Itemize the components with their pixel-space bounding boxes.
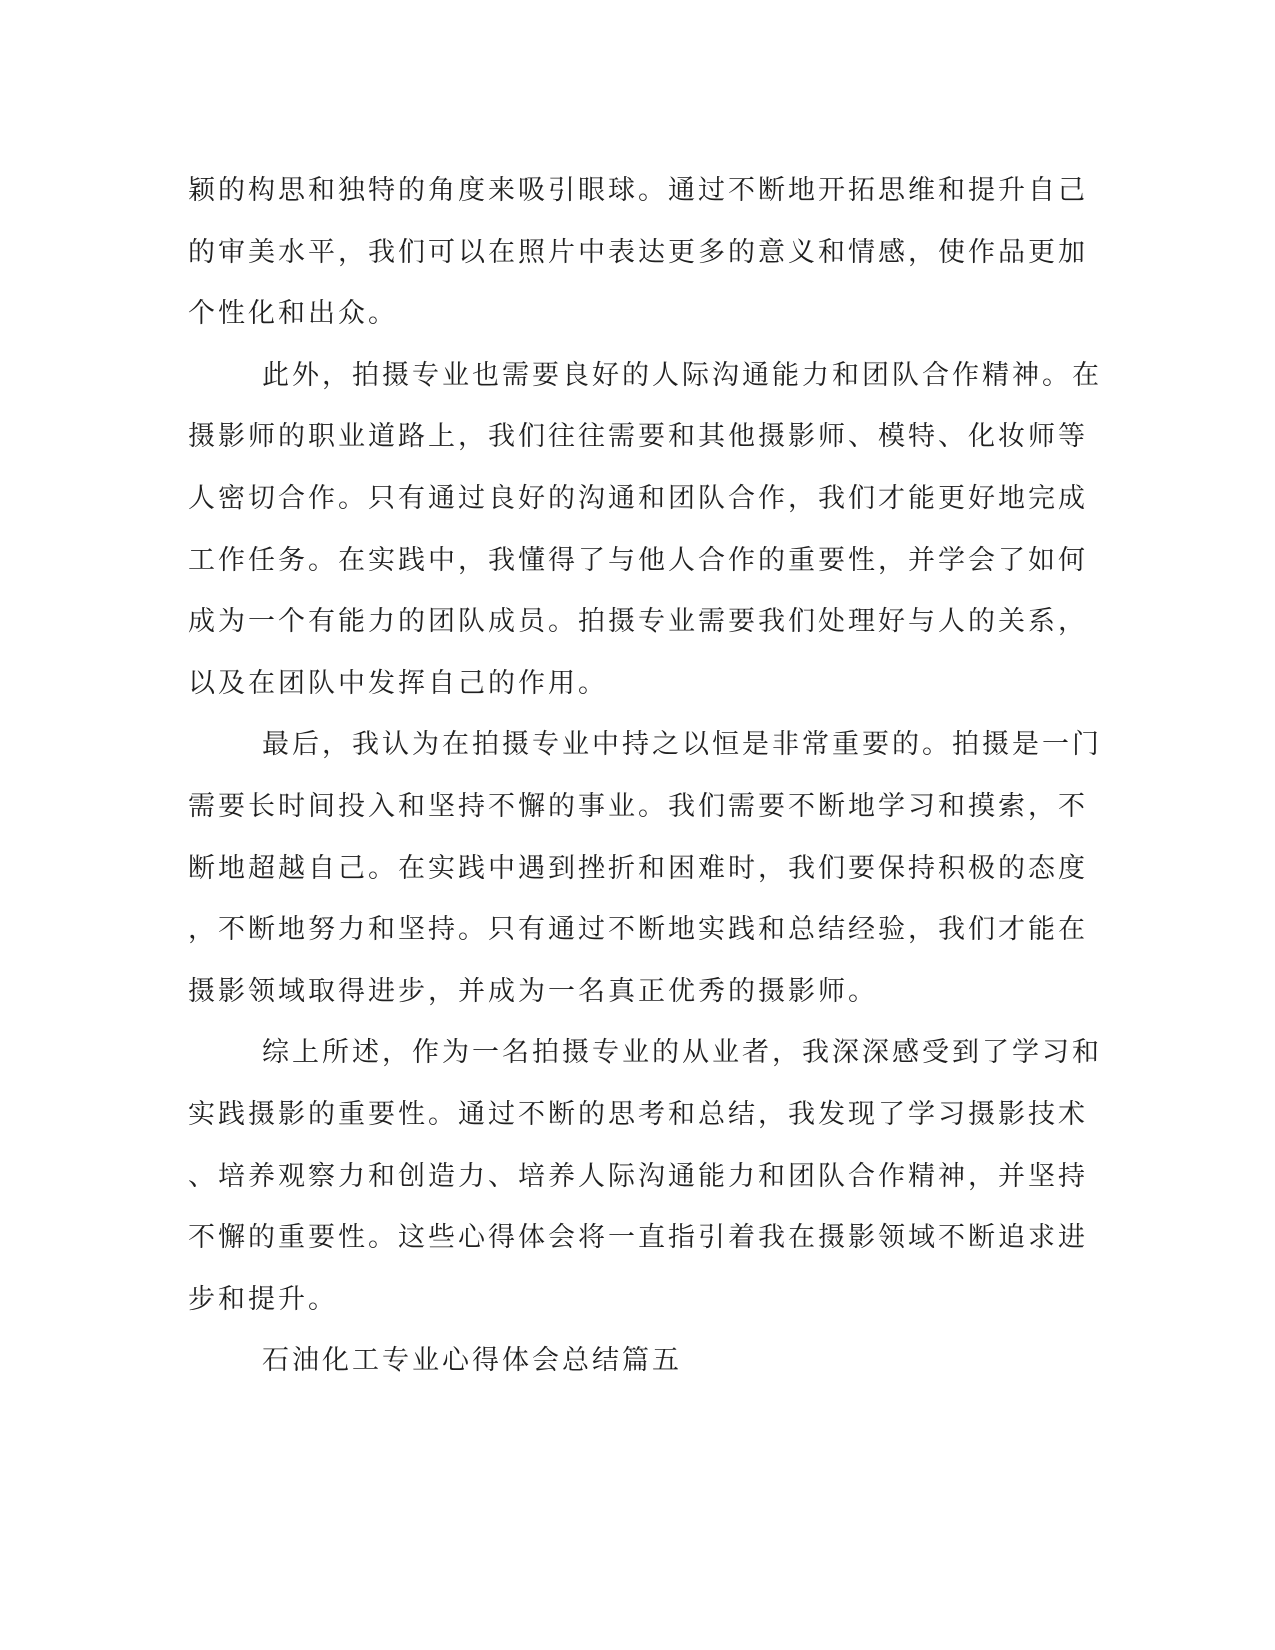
- text-line: 此外，拍摄专业也需要良好的人际沟通能力和团队合作精神。在: [262, 359, 1102, 391]
- text-line: 、培养观察力和创造力、培养人际沟通能力和团队合作精神，并坚持: [188, 1160, 1088, 1192]
- text-line: 工作任务。在实践中，我懂得了与他人合作的重要性，并学会了如何: [188, 544, 1088, 576]
- paragraph-4: [188, 1022, 1102, 1330]
- text-line: 摄影领域取得进步，并成为一名真正优秀的摄影师。: [188, 975, 878, 1007]
- text-line: 以及在团队中发挥自己的作用。: [188, 667, 608, 699]
- text-line: 不懈的重要性。这些心得体会将一直指引着我在摄影领域不断追求进: [188, 1222, 1088, 1254]
- paragraph-3: [188, 714, 1102, 1022]
- text-line: 的审美水平，我们可以在照片中表达更多的意义和情感，使作品更加: [188, 236, 1088, 268]
- text-line: 断地超越自己。在实践中遇到挫折和困难时，我们要保持积极的态度: [188, 852, 1088, 884]
- text-line: 实践摄影的重要性。通过不断的思考和总结，我发现了学习摄影技术: [188, 1098, 1088, 1130]
- text-line: 步和提升。: [188, 1283, 338, 1315]
- section-heading: [188, 1330, 1068, 1392]
- text-line: 个性化和出众。: [188, 298, 398, 330]
- text-line: 需要长时间投入和坚持不懈的事业。我们需要不断地学习和摸索，不: [188, 790, 1088, 822]
- document-body: [188, 160, 1102, 1392]
- paragraph-2: [188, 345, 1102, 715]
- heading-line: 石油化工专业心得体会总结篇五: [262, 1345, 682, 1377]
- text-line: 综上所述，作为一名拍摄专业的从业者，我深深感受到了学习和: [262, 1037, 1102, 1069]
- text-line: 成为一个有能力的团队成员。拍摄专业需要我们处理好与人的关系，: [188, 606, 1088, 638]
- text-line: 人密切合作。只有通过良好的沟通和团队合作，我们才能更好地完成: [188, 482, 1088, 514]
- paragraph-1: [188, 160, 1088, 345]
- text-line: 最后，我认为在拍摄专业中持之以恒是非常重要的。拍摄是一门: [262, 729, 1102, 761]
- text-line: 颖的构思和独特的角度来吸引眼球。通过不断地开拓思维和提升自己: [188, 175, 1088, 206]
- text-line: ，不断地努力和坚持。只有通过不断地实践和总结经验，我们才能在: [188, 914, 1088, 946]
- text-line: 摄影师的职业道路上，我们往往需要和其他摄影师、模特、化妆师等: [188, 421, 1088, 453]
